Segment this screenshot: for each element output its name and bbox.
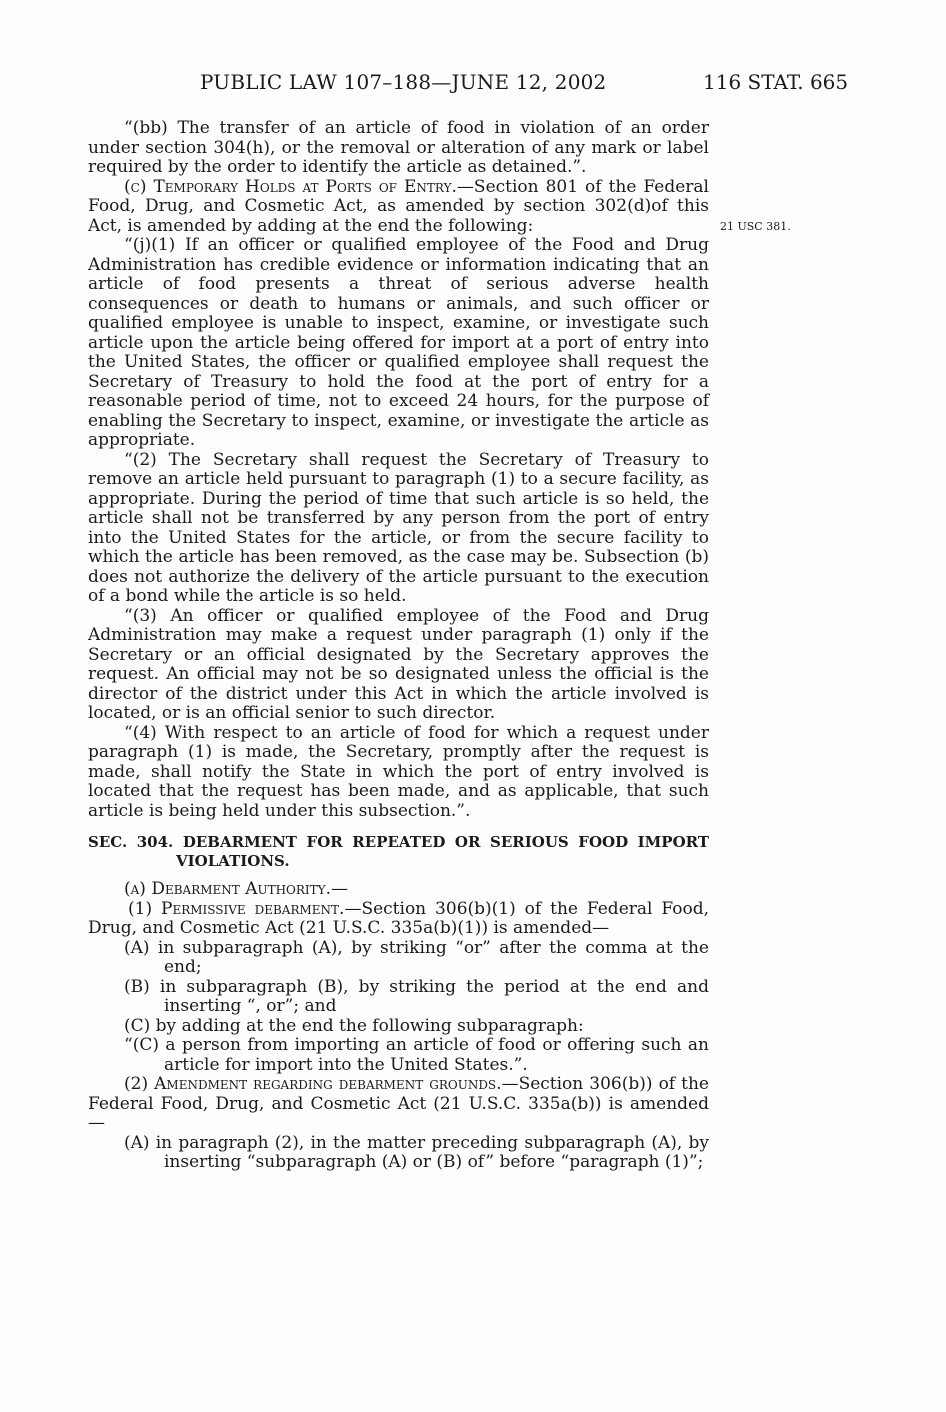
paragraph-a1 bbox=[52, 900, 709, 939]
paragraph-a1-text: —Section 306(b)(1) of the Federal Food, Drug, and Cosmetic Act (21 U.S.C. 335a(b)(1)) is amended— bbox=[88, 898, 709, 938]
running-header-title: PUBLIC LAW 107–188—JUNE 12, 2002 bbox=[200, 70, 607, 94]
subsection-a-heading: (a) Debarment Authority. bbox=[124, 879, 331, 899]
margin-citation: 21 USC 381. bbox=[720, 220, 791, 233]
subparagraph-a1B: (B) in subparagraph (B), by striking the period at the end and inserting “, or”; and bbox=[124, 976, 709, 1016]
document-body bbox=[88, 119, 709, 1173]
subparagraph-a1C: (C) by adding at the end the following subparagraph: bbox=[124, 1015, 584, 1036]
paragraph-j4: “(4) With respect to an article of food for which a request under paragraph (1) is made, the Secretary, promptly after the request is made, shall notify the State in which the port of entry involved is located that the request has been made, and as applicable, that such article is being held under this subsection.”. bbox=[88, 722, 709, 821]
paragraph-c bbox=[88, 178, 709, 237]
statute-page-number: 116 STAT. 665 bbox=[703, 70, 849, 94]
subsection-a-dash: — bbox=[331, 879, 348, 899]
paragraph-j3: “(3) An officer or qualified employee of the Food and Drug Administration may make a request under paragraph (1) only if the Secretary or an official designated by the Secretary approves the request. An official may not be so designated unless the official is the director of the district under this Act in which the article involved is located, or is an official senior to such director. bbox=[88, 605, 709, 723]
paragraph-a2 bbox=[88, 1075, 709, 1134]
subparagraph-a1A: (A) in subparagraph (A), by striking “or” after the comma at the end; bbox=[124, 937, 709, 977]
subsection-a bbox=[88, 880, 709, 900]
section-heading: SEC. 304. DEBARMENT FOR REPEATED OR SERIOUS FOOD IMPORT VIOLATIONS. bbox=[88, 833, 709, 870]
paragraph-a1-heading: (1) Permissive debarment. bbox=[128, 898, 345, 919]
subsection-c-text: —Section 801 of the Federal Food, Drug, and Cosmetic Act, as amended by section 302(d)of this Act, is amended by adding at the end the following: bbox=[88, 176, 709, 236]
paragraph-j2: “(2) The Secretary shall request the Secretary of Treasury to remove an article held pursuant to paragraph (1) to a secure facility, as appropriate. During the period of time that such article is so held, the article shall not be transferred by any person from the port of entry into the United States for the article, or from the secure facility to which the article has been removed, as the case may be. Subsection (b) does not authorize the delivery of the article pursuant to the execution of a bond while the article is so held. bbox=[88, 449, 709, 606]
paragraph-a2-heading: (2) Amendment regarding debarment grounds. bbox=[124, 1074, 502, 1094]
paragraph-a2-text: —Section 306(b)) of the Federal Food, Drug, and Cosmetic Act (21 U.S.C. 335a(b)) is amended— bbox=[88, 1074, 709, 1133]
paragraph-j1: “(j)(1) If an officer or qualified employee of the Food and Drug Administration has credible evidence or information indicating that an article of food presents a threat of serious adverse health consequences or death to humans or animals, and such officer or qualified employee is unable to inspect, examine, or investigate such article upon the article being offered for import at a port of entry into the United States, the officer or qualified employee shall request the Secretary of Treasury to hold the food at the port of entry for a reasonable period of time, not to exceed 24 hours, for the purpose of enabling the Secretary to inspect, examine, or investigate the article as appropriate. bbox=[88, 235, 709, 450]
paragraph-bb: “(bb) The transfer of an article of food in violation of an order under section 304(h), or the removal or alteration of any mark or label required by the order to identify the article as detained.”. bbox=[88, 118, 709, 177]
subparagraph-a2A: (A) in paragraph (2), in the matter preceding subparagraph (A), by inserting “subparagraph (A) or (B) of” before “paragraph (1)”; bbox=[124, 1132, 709, 1172]
subparagraph-a1C-quote: “(C) a person from importing an article of food or offering such an article for import into the United States.”. bbox=[124, 1035, 709, 1075]
subsection-c-heading: (c) Temporary Holds at Ports of Entry. bbox=[124, 176, 457, 197]
